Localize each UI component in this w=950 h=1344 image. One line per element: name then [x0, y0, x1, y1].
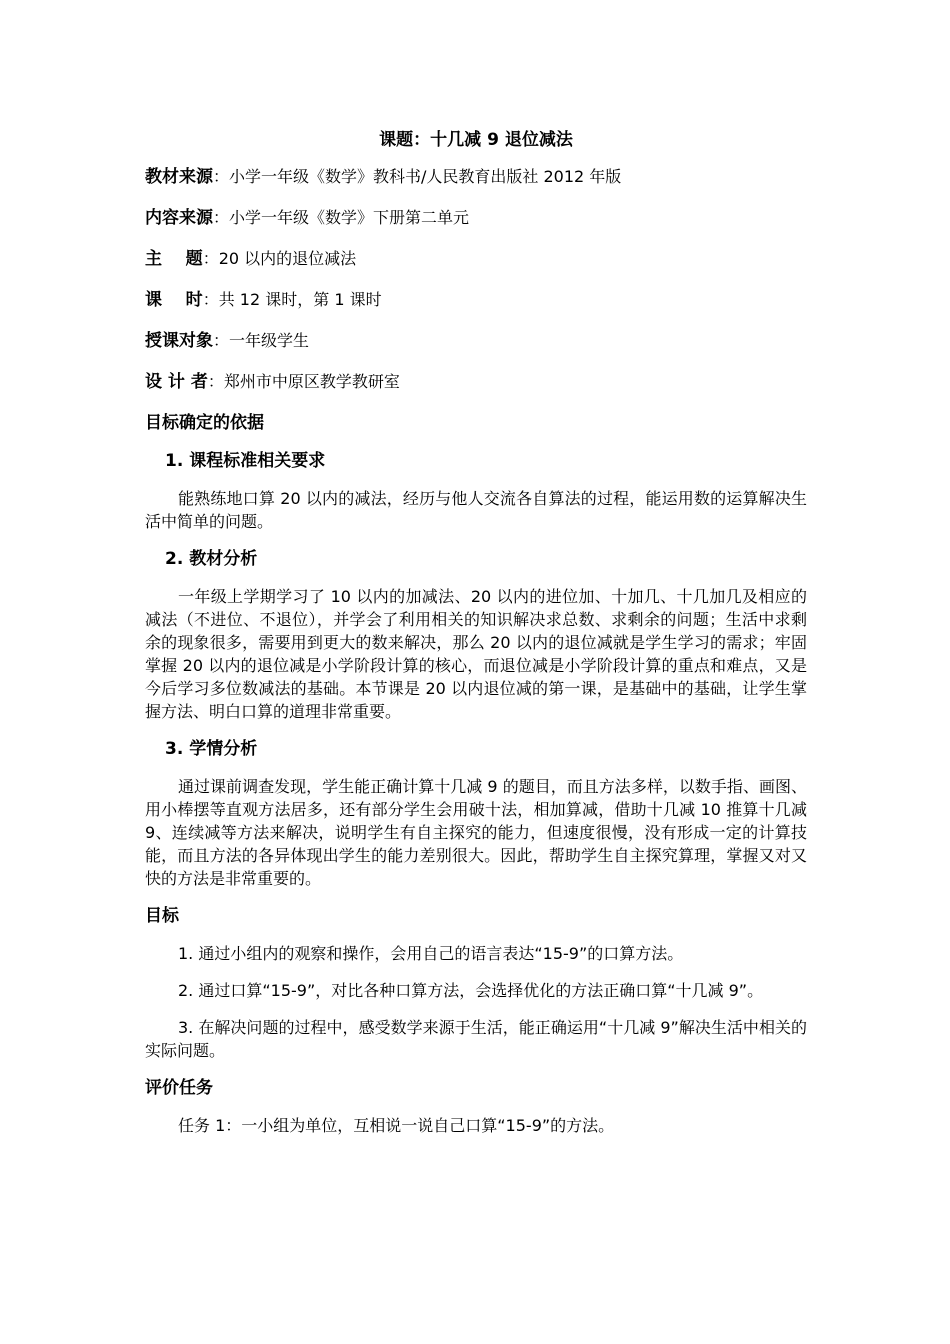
meta-row-textbook-source: 教材来源：小学一年级《数学》教科书/人民教育出版社 2012 年版 — [145, 167, 622, 187]
meta-value: 郑州市中原区教学教研室 — [223, 372, 400, 391]
meta-value: 小学一年级《数学》教科书/人民教育出版社 2012 年版 — [229, 167, 622, 186]
meta-label: 主 题 — [145, 249, 203, 269]
meta-label: 授课对象 — [145, 331, 213, 351]
evaluation-task-item: 任务 1：一小组为单位，互相说一说自己口算“15-9”的方法。 — [178, 1116, 615, 1135]
subsection-heading-student-analysis: 3. 学情分析 — [165, 739, 258, 759]
subsection-heading-curriculum: 1. 课程标准相关要求 — [165, 451, 326, 471]
goal-item: 1. 通过小组内的观察和操作，会用自己的语言表达“15-9”的口算方法。 — [178, 944, 684, 963]
document-content — [145, 128, 807, 1151]
meta-label: 教材来源 — [145, 167, 213, 187]
section-heading-basis: 目标确定的依据 — [145, 413, 264, 433]
meta-label: 课 时 — [145, 290, 203, 310]
paragraph-curriculum: 能熟练地口算 20 以内的减法，经历与他人交流各自算法的过程，能运用数的运算解决生活中简单的问题。 — [145, 489, 807, 531]
meta-label: 设 计 者 — [145, 372, 208, 392]
meta-label: 内容来源 — [145, 208, 213, 228]
meta-row-designer: 设 计 者：郑州市中原区教学教研室 — [145, 372, 400, 392]
meta-row-audience: 授课对象：一年级学生 — [145, 331, 310, 351]
meta-row-periods: 课 时：共 12 课时，第 1 课时 — [145, 290, 382, 310]
meta-value: 共 12 课时，第 1 课时 — [218, 290, 382, 309]
meta-value: 20 以内的退位减法 — [218, 249, 357, 268]
meta-value: 一年级学生 — [229, 331, 310, 350]
meta-row-topic: 主 题：20 以内的退位减法 — [145, 249, 357, 269]
paragraph-textbook-analysis: 一年级上学期学习了 10 以内的加减法、20 以内的进位加、十加几、十几加几及相应的减法（不进位、不退位），并学会了利用相关的知识解决求总数、求剩余的问题；生活中求剩余的现象很多，需要用到更大的数来解决，那么 20 以内的退位减就是学生学习的需求；牢固掌握 20 以内的退位减是小学阶段计算的核心，而退位减是小学阶段计算的重点和难点，又是今后学习多位数减法的基础。本节课是 20 以内退位减的第一课，是基础中的基础，让学生掌握方法、明白口算的道理非常重要。 — [145, 587, 807, 721]
goal-item: 3. 在解决问题的过程中，感受数学来源于生活，能正确运用“十几减 9”解决生活中相关的实际问题。 — [145, 1018, 807, 1060]
paragraph-student-analysis: 通过课前调查发现，学生能正确计算十几减 9 的题目，而且方法多样，以数手指、画图、用小棒摆等直观方法居多，还有部分学生会用破十法，相加算减，借助十几减 10 推算十几减 9、连续减等方法来解决，说明学生有自主探究的能力，但速度很慢，没有形成一定的计算技能，而且方法的各异体现出学生的能力差别很大。因此，帮助学生自主探究算理，掌握又对又快的方法是非常重要的。 — [145, 777, 807, 888]
meta-row-content-source: 内容来源：小学一年级《数学》下册第二单元 — [145, 208, 470, 228]
section-heading-evaluation: 评价任务 — [145, 1078, 213, 1098]
lesson-title: 课题：十几减 9 退位减法 — [379, 130, 573, 150]
section-heading-goals: 目标 — [145, 906, 179, 926]
goal-item: 2. 通过口算“15-9”，对比各种口算方法，会选择优化的方法正确口算“十几减 9”。 — [178, 981, 764, 1000]
meta-value: 小学一年级《数学》下册第二单元 — [229, 208, 470, 227]
subsection-heading-textbook-analysis: 2. 教材分析 — [165, 549, 258, 569]
